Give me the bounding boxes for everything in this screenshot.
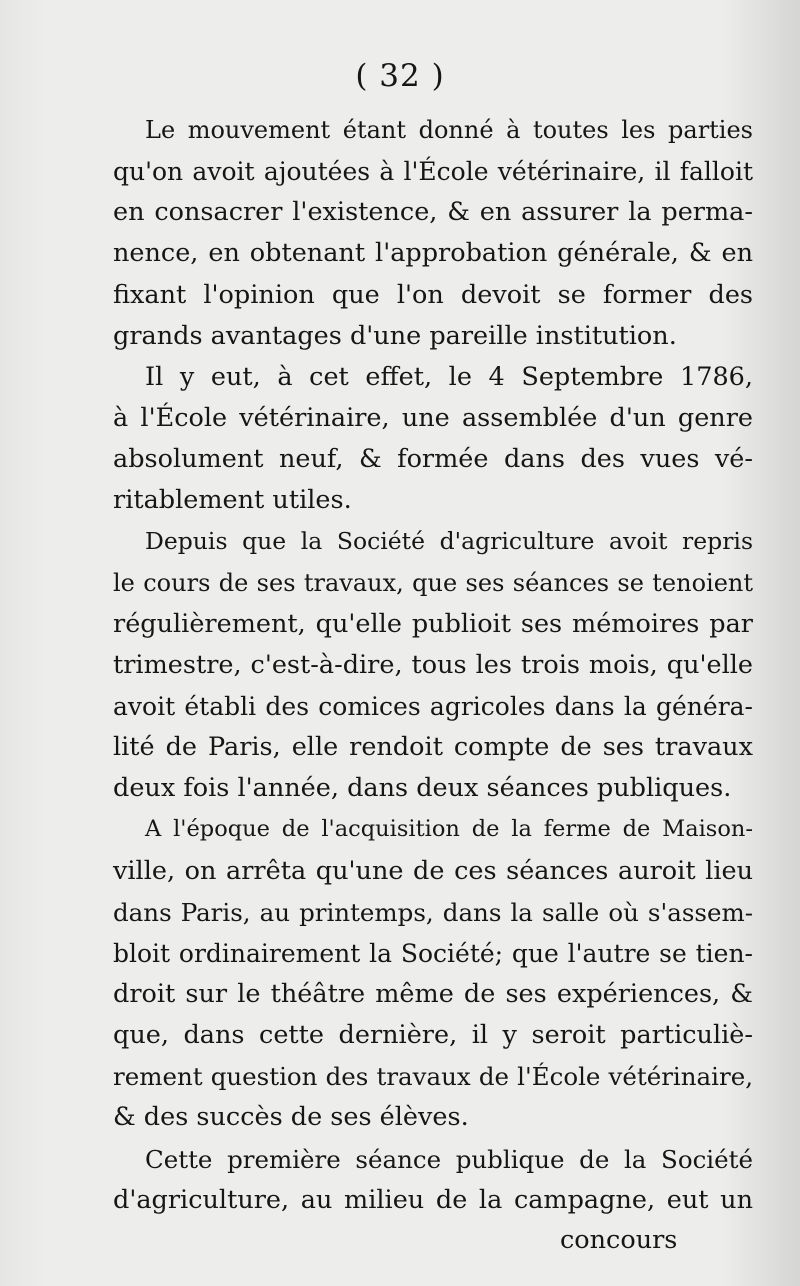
catchword: concours bbox=[560, 1225, 678, 1255]
text-line: que, dans cette dernière, il y seroit particuliè- bbox=[113, 1020, 753, 1051]
text-line: droit sur le théâtre même de ses expériences, & bbox=[113, 978, 753, 1009]
text-line: Cette première séance publique de la Société bbox=[145, 1144, 753, 1174]
text-line: ville, on arrêta qu'une de ces séances auroit lieu bbox=[113, 855, 753, 886]
text-line: fixant l'opinion que l'on devoit se former des bbox=[113, 279, 753, 310]
text-line: Le mouvement étant donné à toutes les parties bbox=[145, 116, 753, 144]
text-line: le cours de ses travaux, que ses séances se tenoient bbox=[113, 568, 753, 597]
text-line: dans Paris, au printemps, dans la salle où s'assem- bbox=[113, 897, 753, 927]
text-line: absolument neuf, & formée dans des vues vé- bbox=[113, 444, 753, 475]
text-line: Depuis que la Société d'agriculture avoit repris bbox=[145, 527, 753, 556]
text-line: Il y eut, à cet effet, le 4 Septembre 1786, bbox=[145, 361, 753, 392]
text-line: d'agriculture, au milieu de la campagne, eut un bbox=[113, 1184, 753, 1215]
text-line: & des succès de ses élèves. bbox=[113, 1102, 469, 1133]
text-line: A l'époque de l'acquisition de la ferme de Maison- bbox=[145, 816, 753, 843]
text-line: ritablement utiles. bbox=[113, 485, 352, 516]
text-line: trimestre, c'est-à-dire, tous les trois mois, qu'elle bbox=[113, 649, 753, 680]
body-text bbox=[113, 110, 753, 1221]
text-line: à l'École vétérinaire, une assemblée d'un genre bbox=[113, 402, 753, 433]
text-line: deux fois l'année, dans deux séances publiques. bbox=[113, 773, 732, 804]
text-line: avoit établi des comices agricoles dans la généra- bbox=[113, 691, 753, 721]
page-number: ( 32 ) bbox=[355, 58, 445, 94]
text-line: en consacrer l'existence, & en assurer la perma- bbox=[113, 197, 753, 228]
text-line: qu'on avoit ajoutées à l'École vétérinaire, il falloit bbox=[113, 157, 753, 187]
text-line: lité de Paris, elle rendoit compte de ses travaux bbox=[113, 732, 753, 763]
text-line: grands avantages d'une pareille institution. bbox=[113, 320, 677, 351]
text-line: bloit ordinairement la Société; que l'autre se tien- bbox=[113, 938, 753, 968]
text-line: régulièrement, qu'elle publioit ses mémoires par bbox=[113, 608, 753, 639]
text-line: rement question des travaux de l'École vétérinaire, bbox=[113, 1062, 753, 1092]
text-line: nence, en obtenant l'approbation générale, & en bbox=[113, 238, 753, 269]
